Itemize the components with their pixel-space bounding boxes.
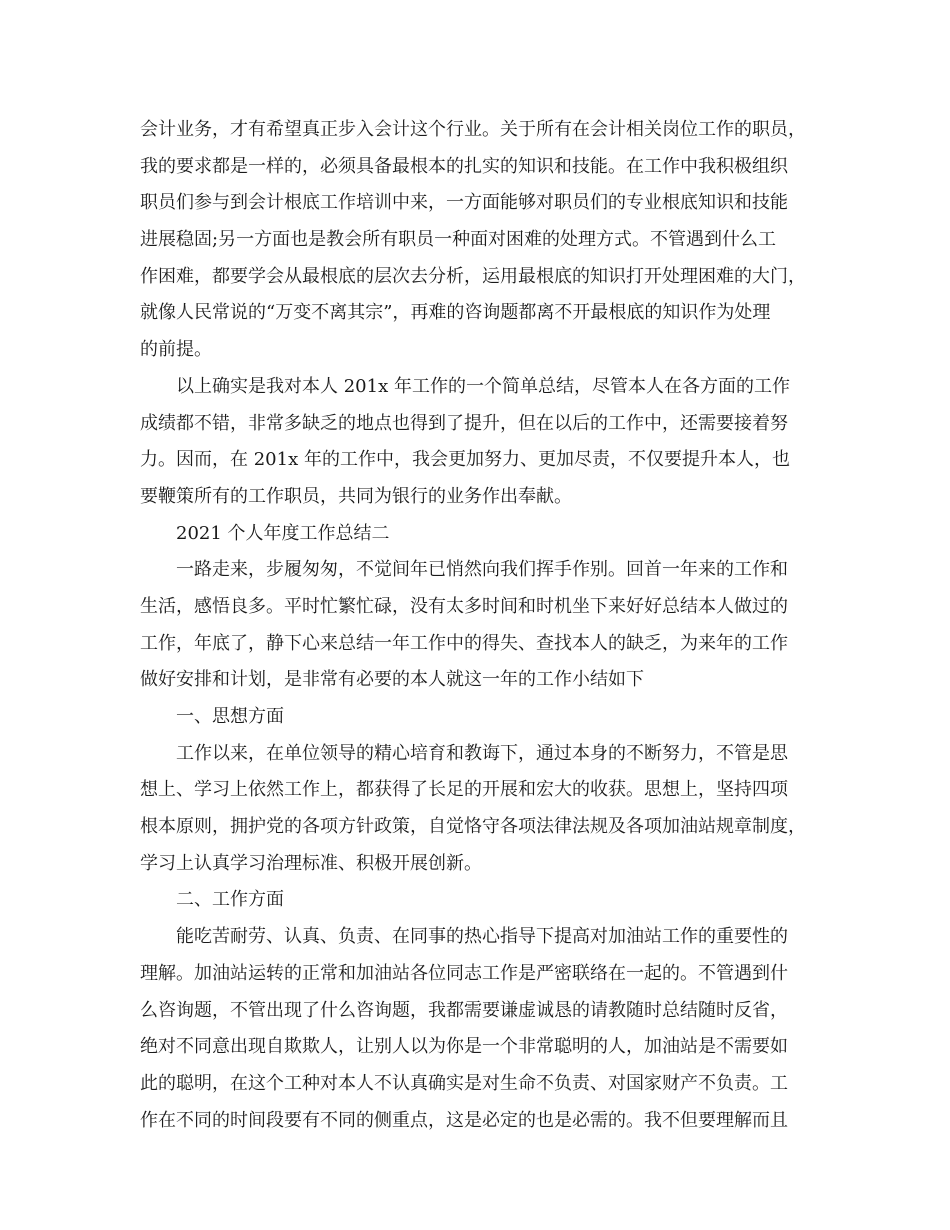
text-line: 么咨询题，不管出现了什么咨询题，我都需要谦虚诚恳的请教随时总结随时反省， [140, 999, 788, 1021]
text-line: 想上、学习上依然工作上，都获得了长足的开展和宏大的收获。思想上，坚持四项 [140, 779, 788, 801]
text-line: 根本原则，拥护党的各项方针政策，自觉恪守各项法律法规及各项加油站规章制度， [140, 816, 806, 838]
text-line: 的前提。 [140, 339, 212, 361]
text-line: 学习上认真学习治理标准、积极开展创新。 [140, 852, 482, 874]
text-line: 此的聪明，在这个工种对本人不认真确实是对生命不负责、对国家财产不负责。工 [140, 1072, 788, 1094]
text-line: 进展稳固;另一方面也是教会所有职员一种面对困难的处理方式。不管遇到什么工 [140, 229, 777, 251]
text-line: 二、工作方面 [176, 889, 284, 911]
text-line: 作在不同的时间段要有不同的侧重点，这是必定的也是必需的。我不但要理解而且 [140, 1109, 788, 1131]
document-body [140, 112, 820, 1139]
text-line: 会计业务，才有希望真正步入会计这个行业。关于所有在会计相关岗位工作的职员， [140, 119, 806, 140]
text-line: 做好安排和计划，是非常有必要的本人就这一年的工作小结如下 [140, 669, 644, 691]
text-line: 成绩都不错，非常多缺乏的地点也得到了提升，但在以后的工作中，还需要接着努 [140, 412, 788, 434]
text-line: 绝对不同意出现自欺欺人，让别人以为你是一个非常聪明的人，加油站是不需要如 [140, 1036, 788, 1058]
text-line: 我的要求都是一样的，必须具备最根本的扎实的知识和技能。在工作中我积极组织 [140, 155, 788, 177]
text-line: 2021 个人年度工作总结二 [176, 522, 390, 544]
text-line: 工作以来，在单位领导的精心培育和教诲下，通过本身的不断努力，不管是思 [176, 742, 788, 764]
text-line: 一、思想方面 [176, 706, 284, 727]
text-line: 职员们参与到会计根底工作培训中来，一方面能够对职员们的专业根底知识和技能 [140, 192, 788, 214]
text-line: 生活，感悟良多。平时忙繁忙碌，没有太多时间和时机坐下来好好总结本人做过的 [140, 595, 788, 617]
text-line: 工作，年底了，静下心来总结一年工作中的得失、查找本人的缺乏，为来年的工作 [140, 632, 788, 654]
text-line: 作困难，都要学会从最根底的层次去分析，运用最根底的知识打开处理困难的大门， [140, 265, 806, 287]
text-line: 能吃苦耐劳、认真、负责、在同事的热心指导下提高对加油站工作的重要性的 [176, 926, 788, 948]
text-line: 理解。加油站运转的正常和加油站各位同志工作是严密联络在一起的。不管遇到什 [140, 962, 788, 984]
text-line: 就像人民常说的“万变不离其宗”，再难的咨询题都离不开最根底的知识作为处理 [140, 302, 771, 324]
text-line: 力。因而，在 201x 年的工作中，我会更加努力、更加尽责，不仅要提升本人，也 [140, 449, 790, 471]
text-line: 要鞭策所有的工作职员，共同为银行的业务作出奉献。 [140, 485, 572, 507]
text-line: 一路走来，步履匆匆，不觉间年已悄然向我们挥手作别。回首一年来的工作和 [176, 559, 788, 581]
text-line: 以上确实是我对本人 201x 年工作的一个简单总结，尽管本人在各方面的工作 [176, 375, 790, 397]
